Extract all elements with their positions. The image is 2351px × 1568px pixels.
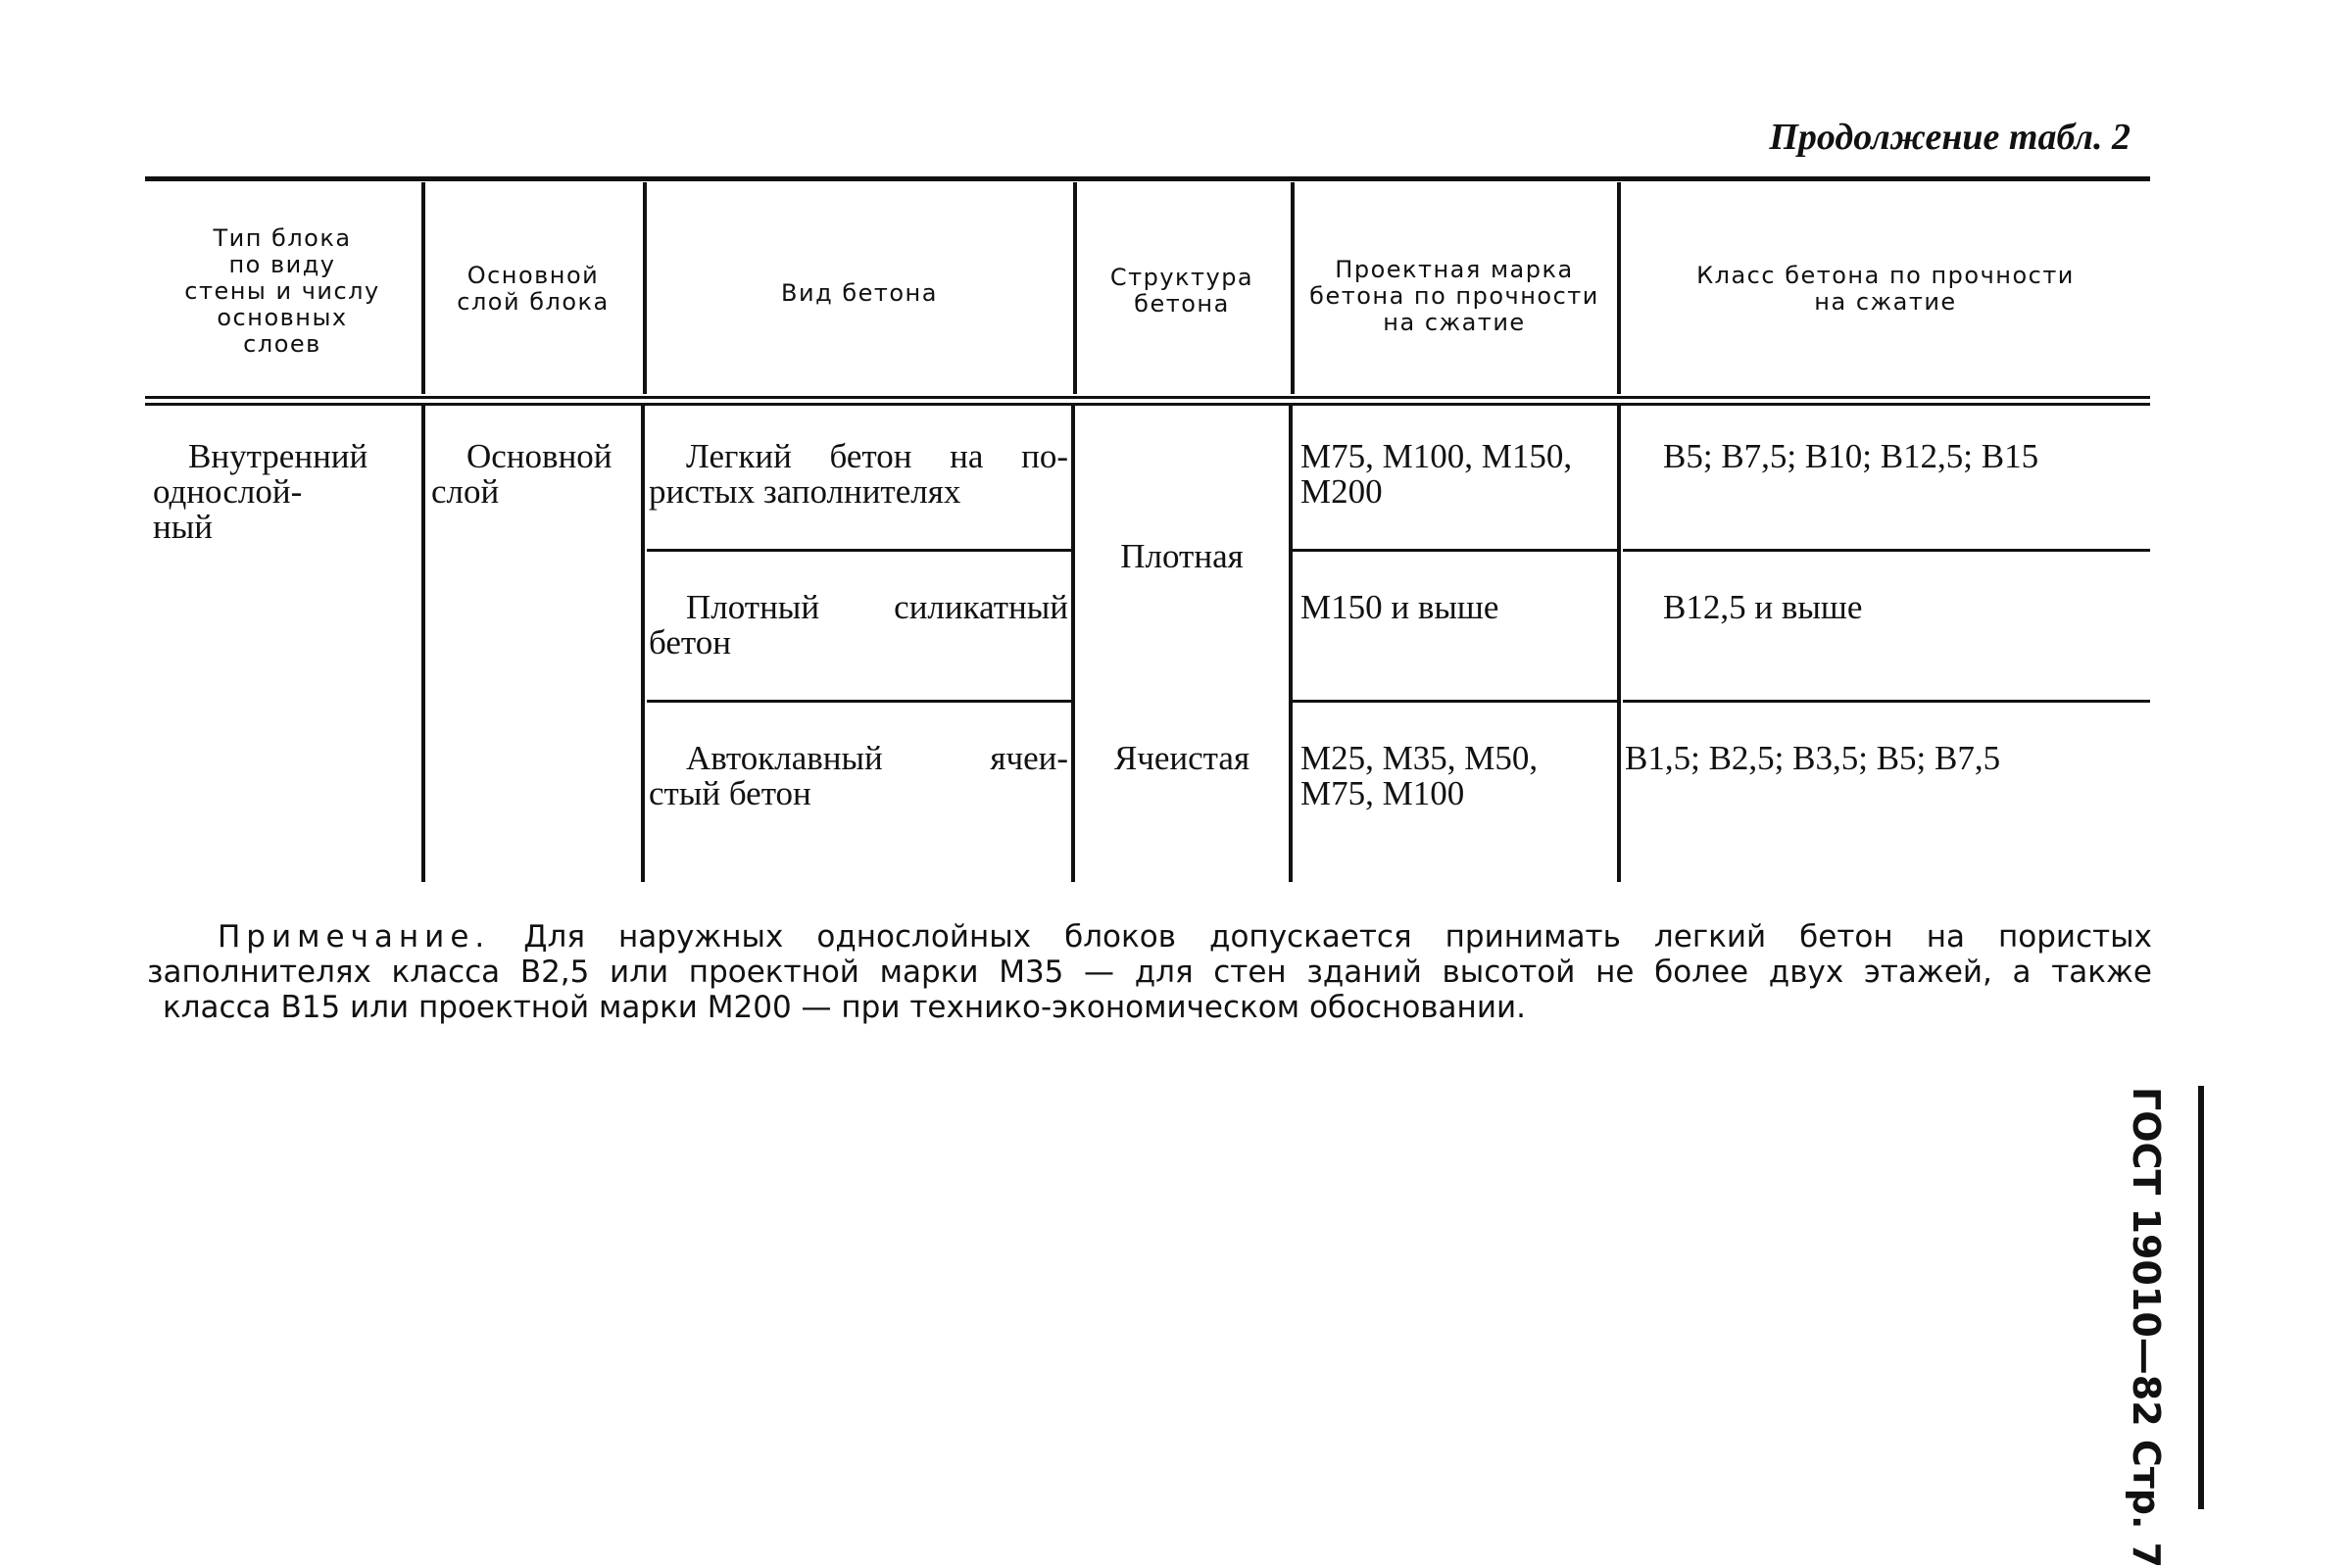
cell-class-2: B12,5 и выше bbox=[1663, 588, 1863, 626]
table-row: Автоклавный ячеи- стый бетон bbox=[649, 739, 1068, 812]
header-divider-1 bbox=[421, 182, 425, 394]
header-divider-5 bbox=[1617, 182, 1621, 394]
row-rule-2-grade bbox=[1293, 700, 1617, 703]
header-concrete-type: Вид бетона bbox=[781, 279, 938, 307]
header-strength-class: Класс бетона по прочности на сжатие bbox=[1696, 262, 2075, 316]
row-rule-1-class bbox=[1623, 549, 2150, 552]
header-design-grade: Проектная марка бетона по прочности на сжатие bbox=[1309, 256, 1599, 336]
header-divider-2 bbox=[643, 182, 647, 394]
cell-grade-3: M25, M35, M50, M75, M100 bbox=[1300, 739, 1539, 812]
standard-page-label: ГОСТ 19010—82 Стр. 7 bbox=[2125, 1087, 2168, 1568]
cell-structure-dense: Плотная bbox=[1120, 537, 1244, 575]
note-line-3: класса B15 или проектной марки M200 — при технико-экономическом обосновании. bbox=[163, 990, 1526, 1025]
side-rule bbox=[2198, 1086, 2204, 1509]
table-row: Плотный силикатный бетон bbox=[649, 588, 1068, 662]
table-top-rule bbox=[145, 176, 2150, 181]
row-rule-1-type bbox=[647, 549, 1071, 552]
cell-block-type: Внутренний однослой- ный bbox=[153, 437, 368, 546]
body-divider-4 bbox=[1289, 406, 1293, 882]
cell-grade-1: M75, M100, M150, M200 bbox=[1300, 437, 1573, 511]
header-rule-2 bbox=[145, 403, 2150, 406]
cell-main-layer: Основной слой bbox=[431, 437, 612, 511]
body-divider-3 bbox=[1071, 406, 1075, 882]
row-rule-1-grade bbox=[1293, 549, 1617, 552]
body-divider-2 bbox=[641, 406, 645, 882]
note-line-1: Для наружных однослойных блоков допускается принимать легкий бетон на пористых bbox=[523, 919, 2152, 955]
table-row: Легкий бетон на по- ристых заполнителях bbox=[649, 437, 1068, 511]
cell-structure-cellular: Ячеистая bbox=[1113, 739, 1250, 777]
row-rule-2-class bbox=[1623, 700, 2150, 703]
note-line-2: заполнителях класса B2,5 или проектной марки M35 — для стен зданий высотой не более двух этажей, а также bbox=[147, 955, 2152, 990]
header-block-type: Тип блока по виду стены и числу основных слоев bbox=[184, 224, 380, 358]
table-continuation-caption: Продолжение табл. 2 bbox=[1769, 117, 2131, 158]
row-rule-2-type bbox=[647, 700, 1071, 703]
cell-class-3: B1,5; B2,5; B3,5; B5; B7,5 bbox=[1625, 739, 2001, 777]
note-label: Примечание. bbox=[218, 919, 491, 955]
table-note bbox=[147, 919, 2152, 1025]
header-divider-3 bbox=[1073, 182, 1077, 394]
header-main-layer: Основной слой блока bbox=[457, 262, 610, 316]
cell-grade-2: M150 и выше bbox=[1300, 588, 1499, 626]
body-divider-1 bbox=[421, 406, 425, 882]
body-divider-5 bbox=[1617, 406, 1621, 882]
header-rule-1 bbox=[145, 396, 2150, 399]
cell-class-1: B5; B7,5; B10; B12,5; B15 bbox=[1663, 437, 2039, 475]
header-structure: Структура бетона bbox=[1109, 264, 1254, 318]
